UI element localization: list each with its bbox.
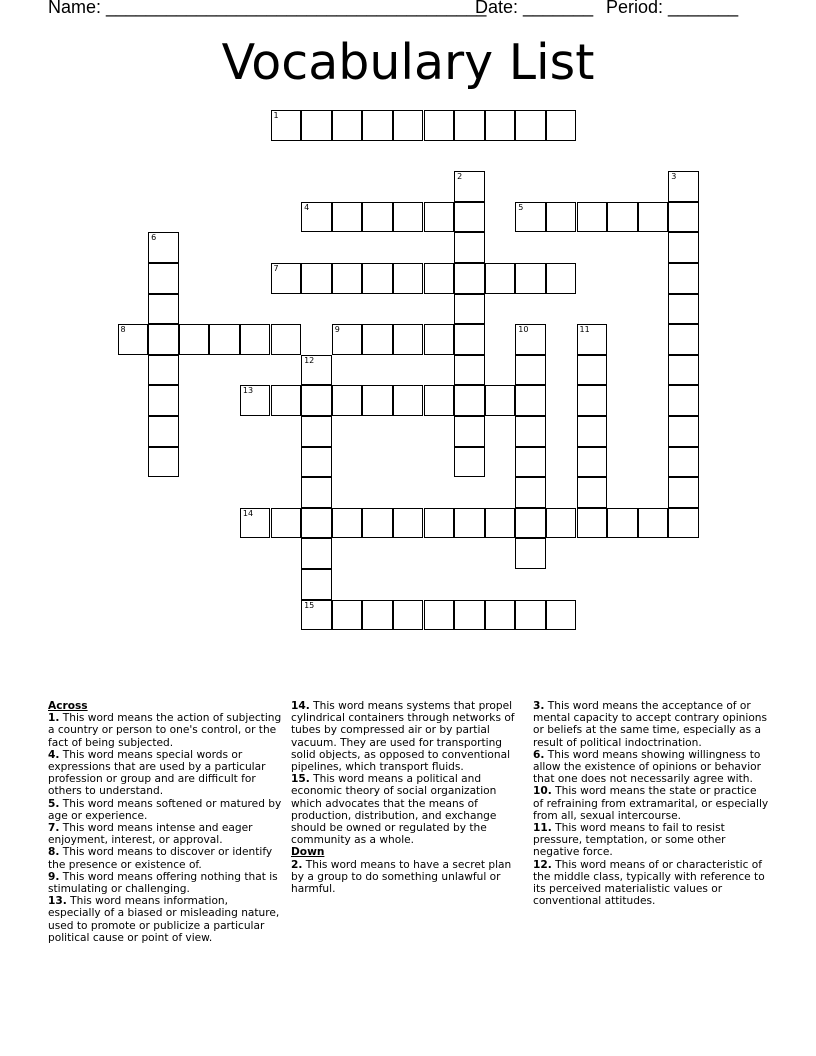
grid-cell[interactable] bbox=[454, 263, 485, 294]
clue-item-number: 11. bbox=[533, 822, 552, 835]
clue-number: 15 bbox=[304, 600, 315, 610]
grid-cell[interactable] bbox=[424, 202, 455, 233]
clue-item-text: This word means special words or expressions that are used by a particular profession or group and are difficult for others to understand. bbox=[48, 748, 266, 798]
grid-cell[interactable] bbox=[148, 263, 179, 294]
clue-item-text: This word means the action of subjecting a country or person to one's control, or the fact of being subjected. bbox=[48, 712, 282, 749]
clue-number: 4 bbox=[304, 202, 310, 212]
grid-cell[interactable] bbox=[332, 385, 363, 416]
grid-cell[interactable] bbox=[668, 385, 699, 416]
clue-item-number: 8. bbox=[48, 846, 60, 859]
grid-cell[interactable] bbox=[577, 385, 608, 416]
clue-item-text: This word means showing willingness to allow the existence of opinions or behavior that one does not necessarily agree with. bbox=[533, 748, 761, 786]
grid-cell[interactable] bbox=[668, 202, 699, 233]
clue-item-text: This word means the acceptance of or mental capacity to accept contrary opinions or beliefs at the same time, especially as a result of political indoctrination. bbox=[533, 700, 768, 749]
grid-cell[interactable] bbox=[515, 538, 546, 569]
grid-cell[interactable] bbox=[607, 202, 638, 233]
grid-cell[interactable] bbox=[301, 569, 332, 600]
grid-cell[interactable] bbox=[515, 263, 546, 294]
clue-number: 9 bbox=[334, 325, 340, 335]
clue-item-number: 4. bbox=[48, 748, 60, 761]
grid-cell[interactable] bbox=[209, 324, 240, 355]
grid-cell[interactable] bbox=[454, 202, 485, 233]
grid-cell[interactable] bbox=[668, 263, 699, 294]
grid-cell[interactable] bbox=[454, 508, 485, 539]
grid-cell[interactable] bbox=[332, 324, 363, 355]
clue-item-number: 12. bbox=[533, 858, 552, 871]
clue-item-text: This word means the state or practice of refraining from extramarital, or especially from all, sexual intercourse. bbox=[533, 785, 769, 822]
grid-cell[interactable] bbox=[362, 600, 393, 631]
grid-cell[interactable] bbox=[332, 263, 363, 294]
grid-cell[interactable] bbox=[668, 294, 699, 325]
grid-cell[interactable] bbox=[515, 447, 546, 478]
clue-item bbox=[48, 749, 284, 798]
grid-cell[interactable] bbox=[515, 202, 546, 233]
grid-cell[interactable] bbox=[148, 447, 179, 478]
date-field[interactable]: Date: _______ bbox=[475, 0, 594, 17]
grid-cell[interactable] bbox=[271, 324, 302, 355]
clue-item-text: This word means intense and eager enjoyment, interest, or approval. bbox=[48, 822, 253, 847]
period-field[interactable]: Period: _______ bbox=[606, 0, 739, 17]
grid-cell[interactable] bbox=[485, 110, 516, 141]
grid-cell[interactable] bbox=[515, 416, 546, 447]
grid-cell[interactable] bbox=[332, 110, 363, 141]
grid-cell[interactable] bbox=[454, 600, 485, 631]
clue-item-text: This word means to have a secret plan by a group to do something unlawful or harmful. bbox=[291, 858, 512, 896]
grid-cell[interactable] bbox=[454, 232, 485, 263]
clue-number: 13 bbox=[242, 386, 254, 396]
grid-cell[interactable] bbox=[546, 202, 577, 233]
clue-number: 5 bbox=[518, 202, 524, 212]
across-heading: Across bbox=[48, 700, 88, 712]
grid-cell[interactable] bbox=[638, 202, 669, 233]
grid-cell[interactable] bbox=[301, 477, 332, 508]
grid-cell[interactable] bbox=[515, 477, 546, 508]
down-clue-list bbox=[291, 859, 527, 896]
grid-cell[interactable] bbox=[301, 202, 332, 233]
grid-cell[interactable] bbox=[668, 477, 699, 508]
grid-cell[interactable] bbox=[424, 263, 455, 294]
clue-item-number: 1. bbox=[48, 712, 60, 725]
grid-cell[interactable] bbox=[454, 324, 485, 355]
grid-cell[interactable] bbox=[301, 110, 332, 141]
grid-cell[interactable] bbox=[118, 324, 149, 355]
clue-item bbox=[533, 822, 769, 859]
grid-cell[interactable] bbox=[271, 263, 302, 294]
page-title: Vocabulary List bbox=[221, 34, 595, 91]
grid-cell[interactable] bbox=[332, 508, 363, 539]
grid-cell[interactable] bbox=[148, 416, 179, 447]
grid-cell[interactable] bbox=[148, 294, 179, 325]
clue-item-number: 15. bbox=[291, 773, 310, 786]
grid-cell[interactable] bbox=[454, 355, 485, 386]
grid-cell[interactable] bbox=[240, 324, 271, 355]
grid-cell[interactable] bbox=[515, 385, 546, 416]
clue-item-number: 3. bbox=[533, 700, 545, 712]
clue-item-text: This word means information, especially of a biased or misleading nature, used to promote or publicize a particular political cause or point of view. bbox=[48, 895, 280, 944]
clue-item-number: 10. bbox=[533, 785, 552, 798]
grid-cell[interactable] bbox=[301, 355, 332, 386]
grid-cell[interactable] bbox=[668, 416, 699, 447]
grid-cell[interactable] bbox=[332, 202, 363, 233]
grid-cell[interactable] bbox=[393, 110, 424, 141]
grid-cell[interactable] bbox=[148, 232, 179, 263]
clue-item-number: 14. bbox=[291, 700, 310, 712]
grid-cell[interactable] bbox=[271, 385, 302, 416]
grid-cell[interactable] bbox=[240, 508, 271, 539]
grid-cell[interactable] bbox=[148, 324, 179, 355]
clue-number: 2 bbox=[457, 172, 463, 182]
clue-item-number: 6. bbox=[533, 748, 545, 761]
down-heading: Down bbox=[291, 846, 325, 859]
clue-item bbox=[48, 712, 284, 749]
grid-cell[interactable] bbox=[668, 232, 699, 263]
grid-cell[interactable] bbox=[485, 385, 516, 416]
grid-cell[interactable] bbox=[668, 171, 699, 202]
clue-number: 3 bbox=[671, 172, 677, 182]
grid-cell[interactable] bbox=[638, 508, 669, 539]
grid-cell[interactable] bbox=[515, 110, 546, 141]
grid-cell[interactable] bbox=[271, 110, 302, 141]
grid-cell[interactable] bbox=[454, 294, 485, 325]
clue-item-number: 2. bbox=[291, 858, 303, 871]
grid-cell[interactable] bbox=[668, 355, 699, 386]
grid-cell[interactable] bbox=[393, 263, 424, 294]
clue-item bbox=[533, 859, 769, 908]
clue-item-text: This word means to fail to resist pressure, temptation, or some other negative force. bbox=[533, 822, 726, 859]
grid-cell[interactable] bbox=[301, 385, 332, 416]
clue-column-2 bbox=[291, 700, 527, 895]
grid-cell[interactable] bbox=[424, 600, 455, 631]
clue-item bbox=[48, 895, 284, 944]
grid-cell[interactable] bbox=[271, 508, 302, 539]
grid-cell[interactable] bbox=[362, 508, 393, 539]
clue-item bbox=[48, 871, 284, 895]
grid-cell[interactable] bbox=[485, 263, 516, 294]
grid-cell[interactable] bbox=[577, 477, 608, 508]
clue-number: 12 bbox=[304, 355, 315, 365]
grid-cell[interactable] bbox=[546, 600, 577, 631]
grid-cell[interactable] bbox=[362, 385, 393, 416]
grid-cell[interactable] bbox=[454, 385, 485, 416]
name-field[interactable]: Name: ______________________________________ bbox=[48, 0, 487, 17]
grid-cell[interactable] bbox=[148, 355, 179, 386]
clue-item bbox=[291, 859, 527, 896]
grid-cell[interactable] bbox=[577, 447, 608, 478]
grid-cell[interactable] bbox=[546, 508, 577, 539]
grid-cell[interactable] bbox=[577, 324, 608, 355]
grid-cell[interactable] bbox=[577, 508, 608, 539]
grid-cell[interactable] bbox=[301, 538, 332, 569]
grid-cell[interactable] bbox=[454, 171, 485, 202]
grid-cell[interactable] bbox=[240, 385, 271, 416]
clue-item-text: This word means offering nothing that is stimulating or challenging. bbox=[48, 870, 278, 896]
clue-number: 14 bbox=[242, 508, 254, 518]
grid-cell[interactable] bbox=[301, 600, 332, 631]
grid-cell[interactable] bbox=[577, 416, 608, 447]
grid-cell[interactable] bbox=[454, 110, 485, 141]
clue-item-text: This word means softened or matured by age or experience. bbox=[48, 797, 282, 822]
grid-cell[interactable] bbox=[515, 600, 546, 631]
grid-cell[interactable] bbox=[362, 324, 393, 355]
grid-cell[interactable] bbox=[301, 263, 332, 294]
grid-cell[interactable] bbox=[668, 324, 699, 355]
grid-cell[interactable] bbox=[607, 508, 638, 539]
grid-cell[interactable] bbox=[393, 600, 424, 631]
clue-item bbox=[48, 798, 284, 822]
clue-item-number: 13. bbox=[48, 895, 67, 908]
clue-number: 1 bbox=[273, 111, 279, 120]
grid-cell[interactable] bbox=[301, 416, 332, 447]
clue-item-number: 7. bbox=[48, 822, 60, 835]
grid-cell[interactable] bbox=[515, 355, 546, 386]
grid-cell[interactable] bbox=[668, 508, 699, 539]
clue-item-number: 5. bbox=[48, 797, 60, 810]
across-clue-list-continued bbox=[291, 700, 527, 846]
grid-cell[interactable] bbox=[424, 324, 455, 355]
across-clue-list bbox=[48, 712, 284, 944]
grid-cell[interactable] bbox=[148, 385, 179, 416]
clue-number: 6 bbox=[151, 233, 157, 243]
grid-cell[interactable] bbox=[546, 263, 577, 294]
grid-cell[interactable] bbox=[424, 508, 455, 539]
clue-number: 7 bbox=[273, 264, 279, 273]
grid-cell[interactable] bbox=[454, 447, 485, 478]
grid-cell[interactable] bbox=[362, 202, 393, 233]
down-clue-list-continued bbox=[533, 700, 769, 907]
clue-item-number: 9. bbox=[48, 870, 60, 883]
clue-item bbox=[533, 749, 769, 786]
clue-item-text: This word means to discover or identify the presence or existence of. bbox=[48, 846, 273, 871]
grid-cell[interactable] bbox=[393, 508, 424, 539]
clue-item-text: This word means a political and economic theory of social organization which advocates that the means of production, distribution, and exchange should be owned or regulated by the community as a whole. bbox=[291, 773, 497, 847]
grid-cell[interactable] bbox=[393, 324, 424, 355]
grid-cell[interactable] bbox=[301, 508, 332, 539]
grid-cell[interactable] bbox=[179, 324, 210, 355]
clue-column-3 bbox=[533, 700, 769, 907]
clue-column-1 bbox=[48, 700, 284, 944]
clue-number: 11 bbox=[579, 325, 590, 335]
grid-cell[interactable] bbox=[577, 355, 608, 386]
clue-item bbox=[291, 773, 527, 846]
grid-cell[interactable] bbox=[546, 110, 577, 141]
clue-item bbox=[291, 700, 527, 773]
grid-cell[interactable] bbox=[668, 447, 699, 478]
clue-item bbox=[533, 700, 769, 749]
clue-item-text: This word means of or characteristic of the middle class, typically with reference to its perceived materialistic values or conventional attitudes. bbox=[533, 858, 765, 908]
grid-cell[interactable] bbox=[332, 600, 363, 631]
clue-item bbox=[48, 822, 284, 846]
grid-cell[interactable] bbox=[301, 447, 332, 478]
clue-number: 8 bbox=[120, 325, 126, 335]
grid-cell[interactable] bbox=[454, 416, 485, 447]
grid-cell[interactable] bbox=[485, 600, 516, 631]
grid-cell[interactable] bbox=[362, 263, 393, 294]
clue-item bbox=[48, 846, 284, 870]
grid-cell[interactable] bbox=[362, 110, 393, 141]
grid-cell[interactable] bbox=[424, 110, 455, 141]
clue-item bbox=[533, 785, 769, 822]
grid-cell[interactable] bbox=[515, 508, 546, 539]
grid-cell[interactable] bbox=[393, 202, 424, 233]
grid-cell[interactable] bbox=[515, 324, 546, 355]
grid-cell[interactable] bbox=[424, 385, 455, 416]
grid-cell[interactable] bbox=[577, 202, 608, 233]
clue-number: 10 bbox=[518, 325, 529, 335]
grid-cell[interactable] bbox=[393, 385, 424, 416]
clue-item-text: This word means systems that propel cylindrical containers through networks of tubes by compressed air or by partial vacuum. They are used for transporting solid objects, as opposed to conventional pipelines, which transport fluids. bbox=[291, 700, 515, 774]
grid-cell[interactable] bbox=[485, 508, 516, 539]
